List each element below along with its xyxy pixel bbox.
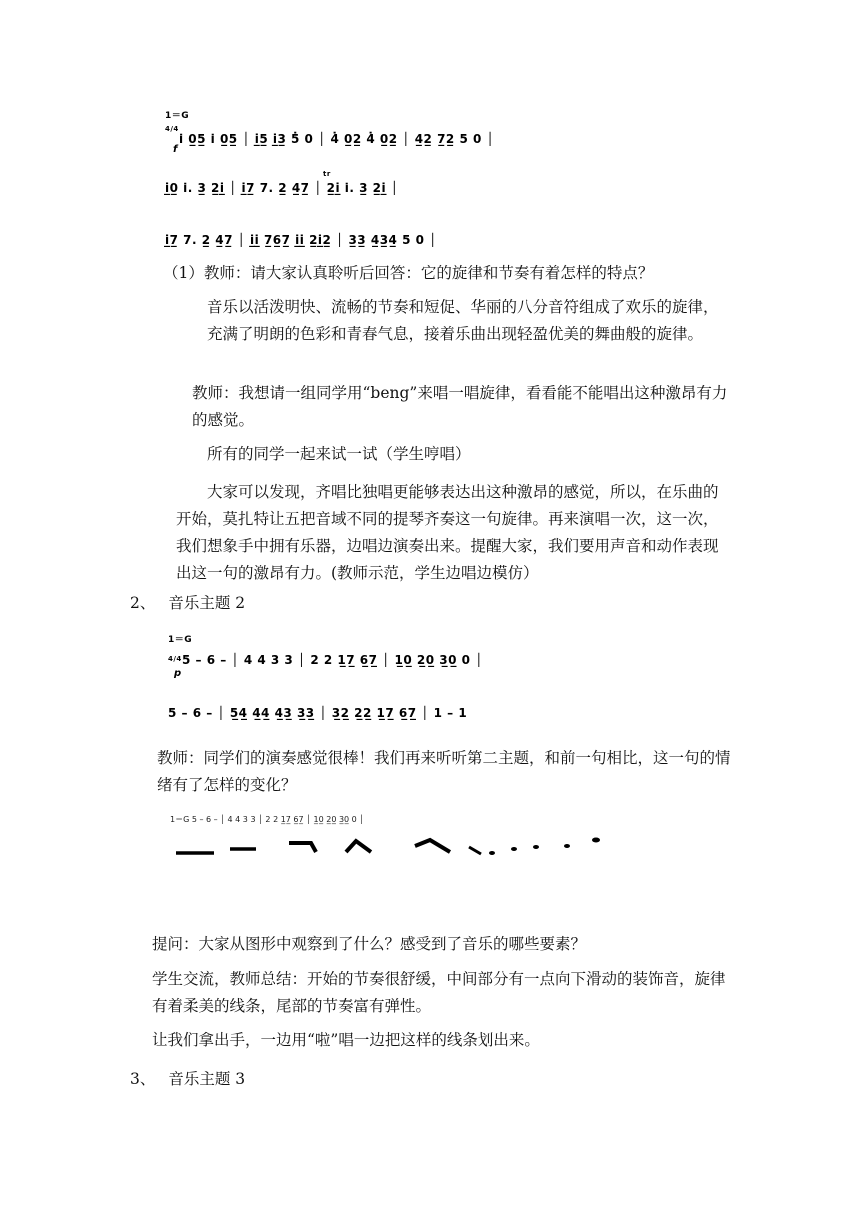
- teacher-summary: 学生交流，教师总结：开始的节奏很舒缓，中间部分有一点向下滑动的装饰音，旋律有着柔美的线条，尾部的节奏富有弹性。: [152, 970, 726, 1015]
- section-heading-2: [130, 591, 245, 613]
- contour-line-5: [415, 840, 450, 852]
- dynamic-mark: p: [174, 668, 182, 679]
- key-signature: 1＝G: [165, 111, 190, 121]
- score-line-2: 5 – 6 – │ 5̲4̲ 4̲4̲ 4̲3̲ 3̲3̲ │ 3̲2̲ 2̲2̲ 1̲7̲ 6̲7̲ │ 1 – 1: [168, 706, 468, 720]
- heading-number: 2、: [130, 594, 156, 612]
- answer-1: 音乐以活泼明快、流畅的节奏和短促、华丽的八分音符组成了欢乐的旋律，充满了明朗的色彩和青春气息，接着乐曲出现轻盈优美的舞曲般的旋律。: [207, 298, 719, 343]
- heading-text: 音乐主题 3: [168, 1070, 246, 1088]
- teacher-instruction-text: 教师：我想请一组同学用“beng”来唱一唱旋律，看看能不能唱出这种激昂有力的感觉。: [192, 384, 728, 429]
- score-line-3: i̲7̲ 7. 2̲ 4̲7̲ │ i̲i̲ 7̲6̲7̲ i̲i̲ 2̲i̲2̲ │ 3̲3̲ 4̲3̲4̲ 5 0 │: [165, 233, 437, 247]
- draw-lines-instruction: 让我们拿出手，一边用“啦”唱一边把这样的线条划出来。: [152, 1031, 540, 1049]
- contour-dot-5: [592, 838, 600, 843]
- teacher-question-2: 教师：同学们的演奏感觉很棒！我们再来听听第二主题，和前一句相比，这一句的情绪有了怎样的变化？: [157, 749, 731, 794]
- question-1: （1）教师：请大家认真聆听后回答：它的旋律和节奏有着怎样的特点？: [163, 264, 654, 282]
- melodic-contour-lines: [170, 812, 650, 862]
- heading-number: 3、: [130, 1070, 156, 1088]
- graphic-score-notation: 1＝G 5 – 6 – │ 4 4 3 3 │ 2 2 1̲7̲ 6̲7̲ │ 1̲0̲ 2̲0̲ 3̲0̲ 0 │: [170, 815, 365, 824]
- score-line-1: i̇ 0̲5̲ i̇ 0̲5̲ │ i̲5̲ i̲3̲ 5̇ 0 │ 4̇ 0̲2̲ 4̇ 0̲2̲ │ 4̲2̲ 7̲2̲ 5 0 │: [179, 132, 495, 146]
- score-theme-2: [168, 632, 668, 727]
- section-heading-3: [130, 1067, 245, 1089]
- contour-line-4: [346, 841, 371, 852]
- contour-dot-1: [489, 851, 495, 855]
- teacher-instruction: [192, 380, 732, 434]
- contour-dot-4: [564, 844, 570, 848]
- graphic-score: [170, 812, 650, 862]
- contour-line-6: [469, 847, 481, 854]
- question-graphic: 提问：大家从图形中观察到了什么？感受到了音乐的哪些要素？: [152, 935, 587, 953]
- score-line-1: 5 – 6 – │ 4 4 3 3 │ 2 2 1̲7̲ 6̲7̲ │ 1̲0̲ 2̲0̲ 3̲0̲ 0 │: [182, 653, 483, 667]
- all-students-try: 所有的同学一起来试一试（学生哼唱）: [207, 445, 471, 463]
- contour-dot-3: [533, 845, 539, 849]
- explanation-paragraph: [176, 479, 732, 587]
- dynamic-mark: f: [173, 144, 178, 155]
- contour-line-3: [289, 843, 316, 852]
- key-signature: 1＝G: [168, 635, 193, 645]
- score-theme-1: [165, 108, 665, 258]
- heading-text: 音乐主题 2: [168, 594, 246, 612]
- trill-mark: tr: [323, 170, 331, 178]
- time-signature: 4/4: [168, 655, 182, 663]
- time-signature: 4/4: [165, 125, 179, 133]
- contour-dot-2: [511, 847, 517, 851]
- explanation-text: 大家可以发现，齐唱比独唱更能够表达出这种激昂的感觉，所以，在乐曲的开始，莫扎特让五把音域不同的提琴齐奏这一句旋律。再来演唱一次，这一次，我们想象手中拥有乐器，边唱边演奏出来。提醒大家，我们要用声音和动作表现出这一句的激昂有力。(教师示范，学生边唱边模仿）: [176, 483, 719, 582]
- score-line-2: i̲0̲ i̇. 3̲ 2̲i̲ │ i̲7̲ 7. 2̲ 4̲7̲ │ 2̲i̲ i̇. 3̲ 2̲i̲ │: [165, 181, 399, 195]
